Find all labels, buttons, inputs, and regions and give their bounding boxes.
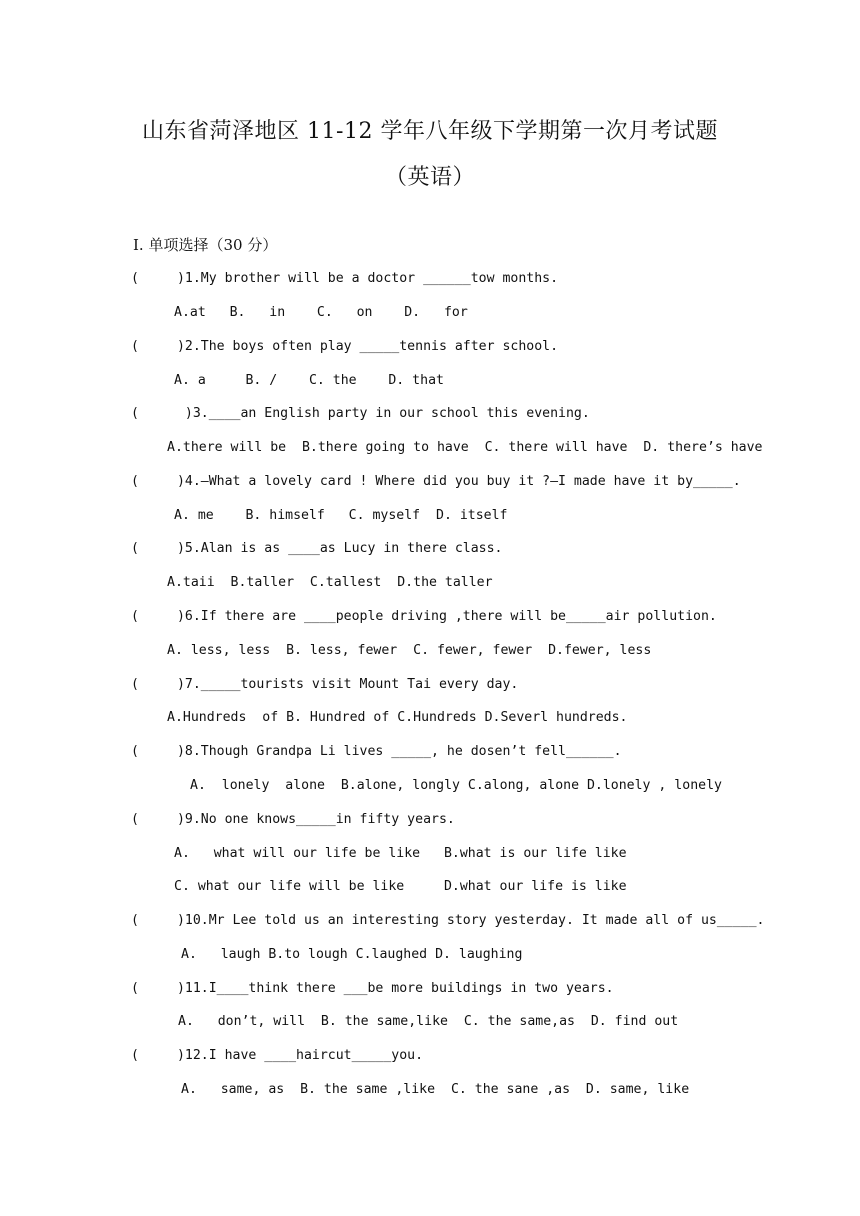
question-3 — [131, 405, 590, 423]
exam-subject: （英语） — [384, 165, 475, 190]
question-9-options-c-d: C. what our life will be like D.what our life is like — [174, 879, 627, 894]
question-11 — [131, 980, 614, 998]
answer-bracket: ( — [131, 474, 139, 489]
section-heading: Ⅰ. 单项选择（30 分） — [133, 236, 278, 254]
question-2 — [131, 338, 558, 356]
answer-bracket: ( — [131, 812, 139, 827]
question-7 — [131, 676, 518, 694]
question-text: )11.I____think there ___be more buildings in two years. — [169, 981, 614, 996]
answer-bracket: ( — [131, 913, 139, 928]
question-9 — [131, 811, 455, 829]
question-8-options: A. lonely alone B.alone, longly C.along, alone D.lonely , lonely — [190, 778, 722, 793]
question-text: )5.Alan is as ____as Lucy in there class. — [169, 541, 503, 556]
question-text: )3.____an English party in our school this evening. — [169, 406, 590, 421]
question-text: )2.The boys often play _____tennis after school. — [169, 339, 559, 354]
answer-bracket: ( — [131, 271, 139, 286]
question-4 — [131, 473, 741, 491]
question-text: )9.No one knows_____in fifty years. — [169, 812, 455, 827]
question-9-options-a-b: A. what will our life be like B.what is our life like — [174, 846, 627, 861]
answer-bracket: ( — [131, 609, 139, 624]
question-4-options: A. me B. himself C. myself D. itself — [174, 508, 508, 523]
answer-bracket: ( — [131, 339, 139, 354]
question-12-options: A. same, as B. the same ,like C. the sane ,as D. same, like — [181, 1082, 690, 1097]
answer-bracket: ( — [131, 1048, 139, 1063]
question-5-options: A.taii B.taller C.tallest D.the taller — [167, 575, 493, 590]
question-10-options: A. laugh B.to lough C.laughed D. laughing — [181, 947, 523, 962]
question-text: )12.I have ____haircut_____you. — [169, 1048, 424, 1063]
question-text: )1.My brother will be a doctor ______tow months. — [169, 271, 559, 286]
question-7-options: A.Hundreds of B. Hundred of C.Hundreds D.Severl hundreds. — [167, 710, 628, 725]
answer-bracket: ( — [131, 677, 139, 692]
answer-bracket: ( — [131, 981, 139, 996]
question-11-options: A. don’t, will B. the same,like C. the same,as D. find out — [178, 1014, 679, 1029]
question-5 — [131, 540, 502, 558]
question-text: )8.Though Grandpa Li lives _____, he dosen’t fell______. — [169, 744, 622, 759]
question-10 — [131, 912, 764, 930]
question-text: )10.Mr Lee told us an interesting story yesterday. It made all of us_____. — [169, 913, 765, 928]
question-6 — [131, 608, 717, 626]
answer-bracket: ( — [131, 406, 139, 421]
question-1-options: A.at B. in C. on D. for — [174, 305, 468, 320]
question-text: )4.—What a lovely card ! Where did you buy it ?—I made have it by_____. — [169, 474, 741, 489]
question-1 — [131, 270, 558, 288]
exam-title: 山东省菏泽地区 11-12 学年八年级下学期第一次月考试题 — [142, 119, 718, 144]
question-2-options: A. a B. / C. the D. that — [174, 373, 444, 388]
answer-bracket: ( — [131, 541, 139, 556]
question-12 — [131, 1047, 423, 1065]
question-text: )6.If there are ____people driving ,there will be_____air pollution. — [169, 609, 717, 624]
question-8 — [131, 743, 622, 761]
question-3-options: A.there will be B.there going to have C. there will have D. there’s have — [167, 440, 763, 455]
question-text: )7._____tourists visit Mount Tai every day. — [169, 677, 519, 692]
answer-bracket: ( — [131, 744, 139, 759]
question-6-options: A. less, less B. less, fewer C. fewer, fewer D.fewer, less — [167, 643, 652, 658]
